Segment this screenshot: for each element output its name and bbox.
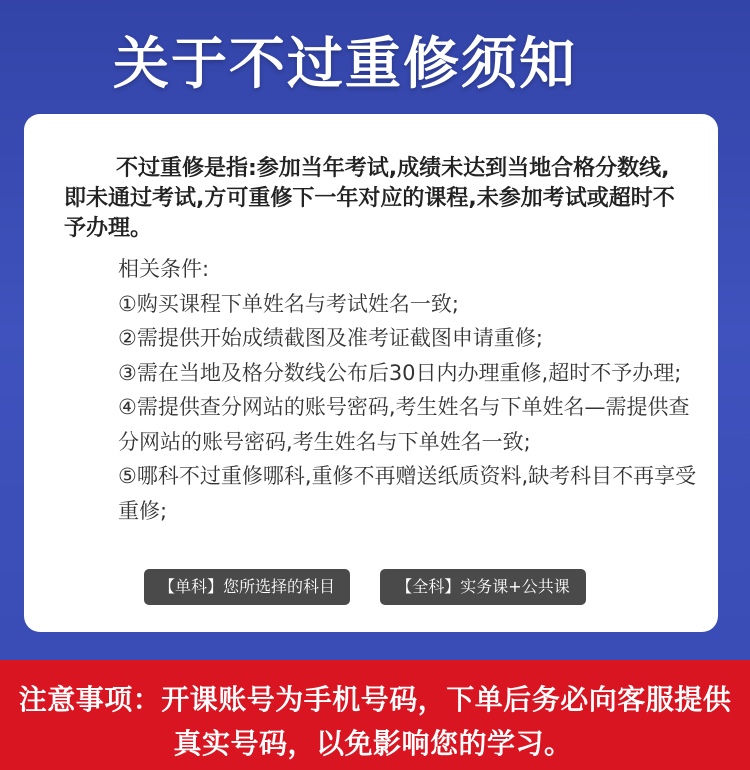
condition-item: ①购买课程下单姓名与考试姓名一致; (118, 291, 459, 316)
intro-text: 不过重修是指:参加当年考试,成绩未达到当地合格分数线,即未通过考试,方可重修下一年对应的课程,未参加考试或超时不予办理。 (64, 156, 675, 241)
notice-banner (0, 660, 750, 770)
condition-item: ③需在当地及格分数线公布后30日内办理重修,超时不予办理; (118, 360, 682, 385)
condition-item: ④需提供查分网站的账号密码,考生姓名与下单姓名—需提供查分网站的账号密码,考生姓名与下单姓名一致; (118, 395, 690, 454)
notice-line-2: 真实号码，以免影响您的学习。 (173, 727, 573, 760)
single-subject-tag: 【单科】您所选择的科目 (144, 569, 350, 605)
conditions-heading: 相关条件: (118, 257, 210, 281)
notice-line-1: 注意事项：开课账号为手机号码，下单后务必向客服提供 (18, 683, 732, 716)
condition-item: ⑤哪科不过重修哪科,重修不再赠送纸质资料,缺考科目不再享受重修; (118, 464, 697, 523)
conditions-list (118, 252, 698, 528)
info-card (24, 114, 718, 632)
all-subjects-tag: 【全科】实务课+公共课 (380, 569, 586, 605)
condition-item: ②需提供开始成绩截图及准考证截图申请重修; (118, 326, 543, 350)
page-title: 关于不过重修须知 (113, 32, 577, 97)
